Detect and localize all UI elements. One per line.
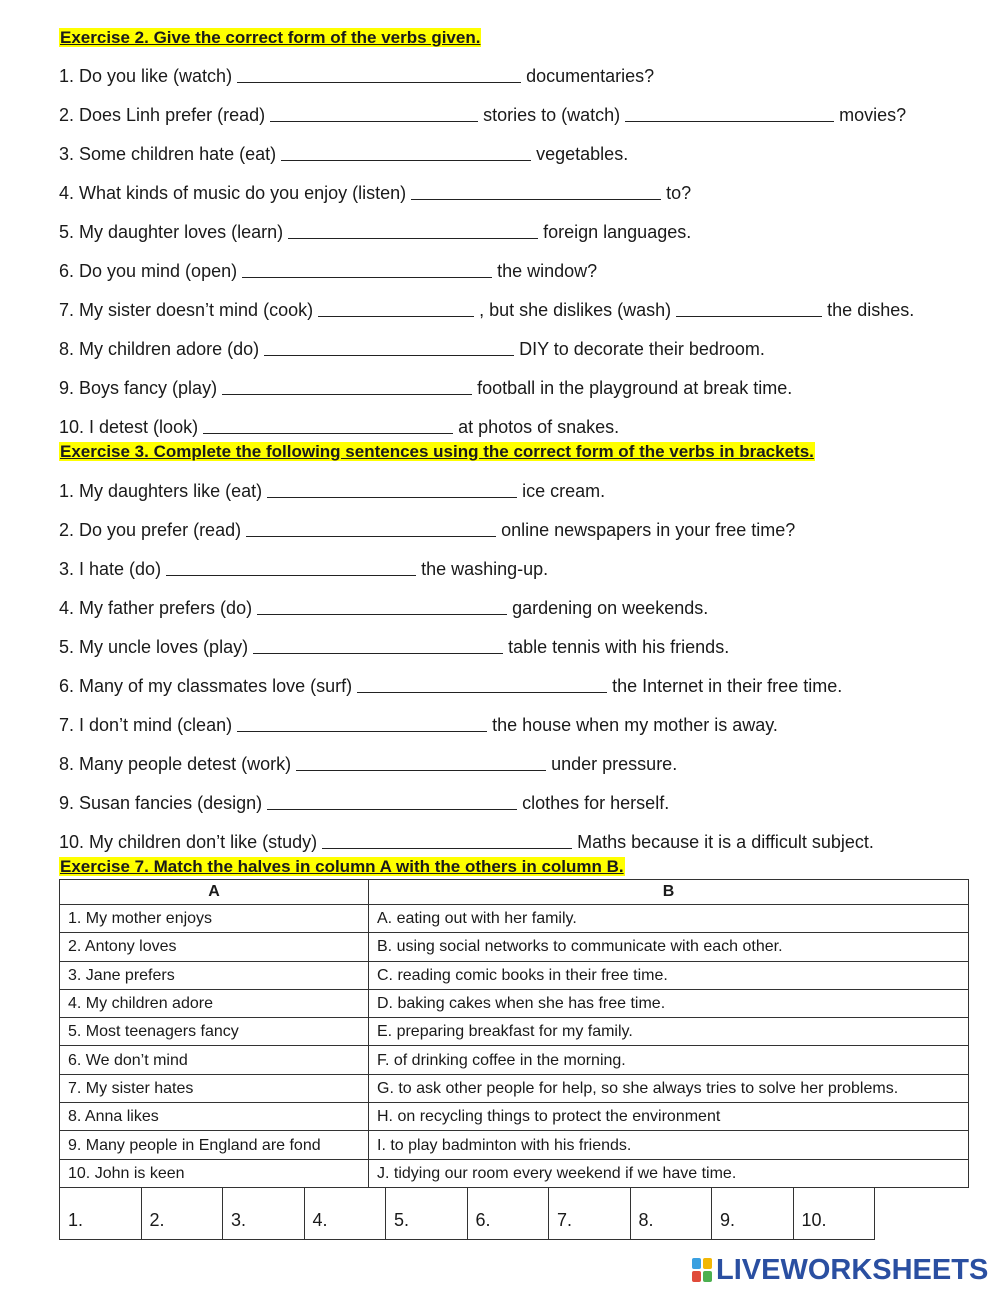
answer-blank[interactable]: [676, 298, 822, 317]
liveworksheets-logo-icon: [692, 1258, 712, 1282]
column-b-cell: G. to ask other people for help, so she always tries to solve her problems.: [369, 1074, 969, 1102]
ex2-item-3: 3. Some children hate (eat) vegetables.: [59, 144, 629, 164]
table-row: [60, 905, 969, 933]
column-a-header: A: [60, 880, 369, 905]
ex3-item-4: 4. My father prefers (do) gardening on weekends.: [59, 598, 709, 618]
answer-box-3[interactable]: [223, 1188, 305, 1240]
logo-mark-tile: [692, 1271, 701, 1282]
answer-input[interactable]: [411, 186, 661, 204]
column-b-cell: B. using social networks to communicate with each other.: [369, 933, 969, 961]
answer-blank[interactable]: [264, 337, 514, 356]
column-b-cell: C. reading comic books in their free time.: [369, 961, 969, 989]
answer-blank[interactable]: [267, 479, 517, 498]
column-b-cell: H. on recycling things to protect the environment: [369, 1103, 969, 1131]
column-b-cell: D. baking cakes when she has free time.: [369, 989, 969, 1017]
matching-table: [59, 879, 969, 1188]
answer-input[interactable]: [222, 381, 472, 399]
ex2-item-7: 7. My sister doesn’t mind (cook) , but she dislikes (wash) the dishes.: [59, 300, 915, 320]
ex3-item-5: 5. My uncle loves (play) table tennis with his friends.: [59, 637, 730, 657]
logo-mark-tile: [703, 1271, 712, 1282]
column-a-cell: 10. John is keen: [60, 1159, 369, 1187]
exercise-3-title: Exercise 3. Complete the following sentences using the correct form of the verbs in brackets.: [60, 442, 814, 461]
answer-blank[interactable]: [270, 103, 478, 122]
column-a-cell: 5. Most teenagers fancy: [60, 1018, 369, 1046]
answer-box-10[interactable]: [793, 1188, 875, 1240]
column-a-cell: 8. Anna likes: [60, 1103, 369, 1131]
column-b-cell: I. to play badminton with his friends.: [369, 1131, 969, 1159]
table-row: [60, 1046, 969, 1074]
answer-input[interactable]: [257, 601, 507, 619]
exercise-7-title: Exercise 7. Match the halves in column A with the others in column B.: [60, 857, 624, 876]
answer-input[interactable]: [322, 835, 572, 853]
table-row: [60, 1074, 969, 1102]
ex2-item-2: 2. Does Linh prefer (read) stories to (watch) movies?: [59, 105, 907, 125]
ex3-item-6: 6. Many of my classmates love (surf) the Internet in their free time.: [59, 676, 843, 696]
answer-box-1[interactable]: [60, 1188, 142, 1240]
column-b-cell: E. preparing breakfast for my family.: [369, 1018, 969, 1046]
column-a-cell: 4. My children adore: [60, 989, 369, 1017]
ex2-item-6: 6. Do you mind (open) the window?: [59, 261, 598, 281]
ex3-item-1: 1. My daughters like (eat) ice cream.: [59, 481, 606, 501]
answer-box-2[interactable]: [141, 1188, 223, 1240]
answer-label: 9.: [720, 1210, 736, 1230]
answer-blank[interactable]: [237, 713, 487, 732]
column-a-cell: 9. Many people in England are fond: [60, 1131, 369, 1159]
matching-header-row: [60, 880, 969, 905]
answer-input[interactable]: [267, 484, 517, 502]
column-b-cell: J. tidying our room every weekend if we have time.: [369, 1159, 969, 1187]
answer-blank[interactable]: [166, 557, 416, 576]
answer-input[interactable]: [242, 264, 492, 282]
table-row: [60, 1159, 969, 1187]
answer-label: 8.: [638, 1210, 654, 1230]
answer-label: 7.: [557, 1210, 573, 1230]
liveworksheets-logo: [692, 1254, 988, 1286]
column-b-cell: A. eating out with her family.: [369, 905, 969, 933]
answer-blank[interactable]: [288, 220, 538, 239]
logo-text: LIVEWORKSHEETS: [716, 1253, 989, 1286]
ex2-item-5: 5. My daughter loves (learn) foreign languages.: [59, 222, 692, 242]
logo-mark-tile: [703, 1258, 712, 1269]
answer-input[interactable]: [203, 420, 453, 438]
answer-input[interactable]: [288, 225, 538, 243]
ex2-item-4: 4. What kinds of music do you enjoy (listen) to?: [59, 183, 692, 203]
answer-blank[interactable]: [357, 674, 607, 693]
answer-blank[interactable]: [222, 376, 472, 395]
ex3-item-8: 8. Many people detest (work) under pressure.: [59, 754, 678, 774]
answer-box-4[interactable]: [304, 1188, 386, 1240]
answer-blank[interactable]: [246, 518, 496, 537]
answer-input[interactable]: [281, 147, 531, 165]
answer-box-7[interactable]: [549, 1188, 631, 1240]
answer-label: 2.: [149, 1210, 165, 1230]
answer-input[interactable]: [625, 108, 834, 126]
table-row: [60, 933, 969, 961]
answer-input[interactable]: [267, 796, 517, 814]
ex2-item-1: 1. Do you like (watch) documentaries?: [59, 66, 655, 86]
table-row: [60, 961, 969, 989]
exercise-2-title: Exercise 2. Give the correct form of the verbs given.: [60, 28, 481, 47]
answer-blank[interactable]: [267, 791, 517, 810]
ex3-item-9: 9. Susan fancies (design) clothes for herself.: [59, 793, 670, 813]
answer-input[interactable]: [357, 679, 607, 697]
logo-mark-tile: [692, 1258, 701, 1269]
answer-blank[interactable]: [237, 64, 521, 83]
ex3-item-7: 7. I don’t mind (clean) the house when my mother is away.: [59, 715, 778, 735]
answer-row: [60, 1188, 875, 1240]
answer-blank[interactable]: [411, 181, 661, 200]
ex3-item-2: 2. Do you prefer (read) online newspapers in your free time?: [59, 520, 796, 540]
column-a-cell: 2. Antony loves: [60, 933, 369, 961]
answer-label: 6.: [475, 1210, 491, 1230]
answer-blank[interactable]: [242, 259, 492, 278]
table-row: [60, 1103, 969, 1131]
answer-blank[interactable]: [257, 596, 507, 615]
answer-grid: [59, 1187, 875, 1240]
ex2-item-8: 8. My children adore (do) DIY to decorate their bedroom.: [59, 339, 765, 359]
answer-label: 1.: [68, 1210, 84, 1230]
column-b-header: B: [369, 880, 969, 905]
table-row: [60, 1018, 969, 1046]
ex2-item-9: 9. Boys fancy (play) football in the playground at break time.: [59, 378, 793, 398]
answer-blank[interactable]: [322, 830, 572, 849]
answer-label: 10.: [801, 1210, 827, 1230]
answer-blank[interactable]: [625, 103, 834, 122]
answer-blank[interactable]: [296, 752, 546, 771]
answer-input[interactable]: [318, 303, 474, 321]
column-a-cell: 3. Jane prefers: [60, 961, 369, 989]
answer-input[interactable]: [237, 718, 487, 736]
answer-box-9[interactable]: [712, 1188, 794, 1240]
column-a-cell: 6. We don’t mind: [60, 1046, 369, 1074]
answer-box-8[interactable]: [630, 1188, 712, 1240]
answer-input[interactable]: [676, 303, 822, 321]
table-row: [60, 989, 969, 1017]
ex3-item-3: 3. I hate (do) the washing-up.: [59, 559, 549, 579]
answer-label: 4.: [312, 1210, 328, 1230]
table-row: [60, 1131, 969, 1159]
ex3-item-10: 10. My children don’t like (study) Maths because it is a difficult subject.: [59, 832, 874, 852]
answer-input[interactable]: [237, 69, 521, 87]
ex2-item-10: 10. I detest (look) at photos of snakes.: [59, 417, 620, 437]
answer-input[interactable]: [296, 757, 546, 775]
answer-input[interactable]: [264, 342, 514, 360]
answer-input[interactable]: [166, 562, 416, 580]
answer-blank[interactable]: [281, 142, 531, 161]
answer-input[interactable]: [246, 523, 496, 541]
answer-input[interactable]: [253, 640, 503, 658]
answer-box-5[interactable]: [386, 1188, 468, 1240]
column-a-cell: 7. My sister hates: [60, 1074, 369, 1102]
column-a-cell: 1. My mother enjoys: [60, 905, 369, 933]
column-b-cell: F. of drinking coffee in the morning.: [369, 1046, 969, 1074]
answer-box-6[interactable]: [467, 1188, 549, 1240]
answer-blank[interactable]: [253, 635, 503, 654]
answer-label: 5.: [394, 1210, 410, 1230]
answer-input[interactable]: [270, 108, 478, 126]
answer-blank[interactable]: [318, 298, 474, 317]
answer-blank[interactable]: [203, 415, 453, 434]
answer-label: 3.: [231, 1210, 247, 1230]
